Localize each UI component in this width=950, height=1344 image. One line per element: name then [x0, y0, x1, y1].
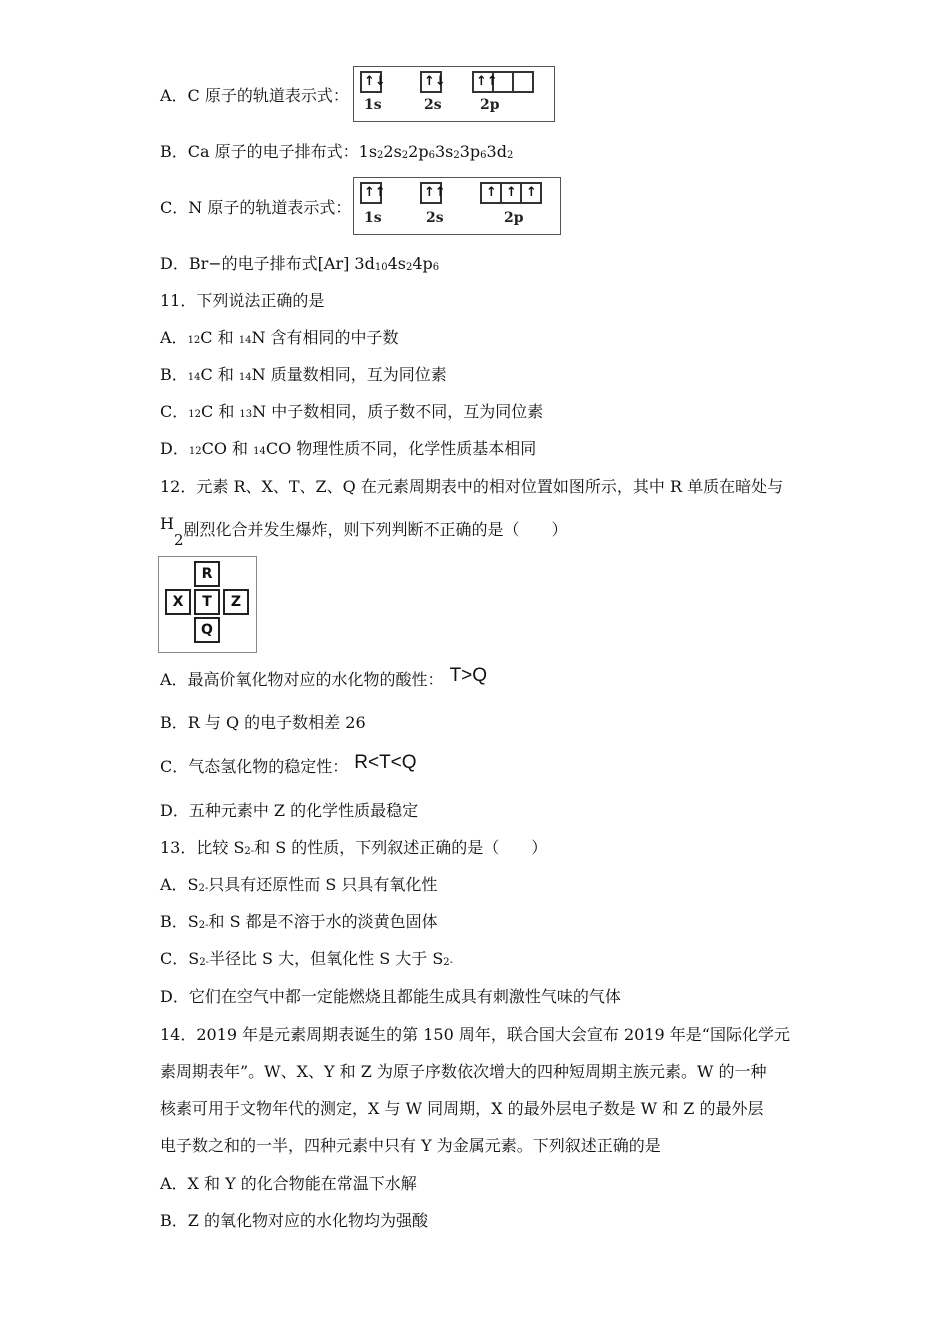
option-letter: A． [160, 328, 188, 347]
mass-number: 12 [188, 446, 202, 457]
mass-number: 12 [188, 409, 201, 420]
question-14-line3: 核素可用于文物年代的测定，X 与 W 同周期，X 的最外层电子数是 W 和 Z 的最外层 [160, 1099, 764, 1118]
superscript: 6 [428, 150, 435, 161]
mass-number: 14 [253, 446, 266, 457]
orbital-label: 2p [504, 210, 524, 226]
option-text: A．C 原子的轨道表示式： [160, 86, 349, 105]
up-down-arrow-icon: ↑↓ [364, 74, 386, 89]
config-term: 3p [459, 142, 481, 161]
orbital-diagram-c [353, 66, 555, 122]
superscript: 2 [506, 150, 514, 161]
config-term: 1s [358, 142, 378, 161]
option-10a [160, 86, 349, 106]
mass-number: 14 [187, 372, 201, 383]
option-text: CO 和 [201, 439, 254, 458]
option-text: CO 物理性质不同，化学性质基本相同 [265, 439, 537, 458]
config-term: 3d [486, 142, 507, 161]
up-up-arrow-icon: ↑↑ [476, 74, 498, 89]
mass-number: 14 [238, 372, 252, 383]
option-text: C．气态氢化物的稳定性： [160, 757, 349, 776]
option-10b [160, 142, 513, 165]
orbital-label: 2s [424, 97, 442, 113]
config-term: 4s [387, 254, 406, 273]
option-text: 和 S 都是不溶于水的淡黄色固体 [208, 912, 438, 931]
option-11c [160, 402, 543, 425]
option-13d: D．它们在空气中都一定能燃烧且都能生成具有刺激性气味的气体 [160, 987, 621, 1006]
option-12b: B．R 与 Q 的电子数相差 26 [160, 713, 366, 732]
config-term: 2s [383, 142, 402, 161]
up-down-arrow-icon: ↑↓ [424, 74, 446, 89]
stem-text: 和 S 的性质，下列叙述正确的是（ ） [254, 838, 548, 857]
grid-cell-q: Q [194, 617, 220, 643]
superscript: 2 [405, 262, 413, 273]
option-10d [160, 254, 439, 277]
option-letter: D． [160, 439, 189, 458]
superscript: 2 [453, 150, 460, 161]
up-arrow-icon: ↑ [486, 185, 497, 200]
option-text: N 含有相同的中子数 [251, 328, 399, 347]
orbital-label: 1s [364, 210, 382, 226]
option-12a [160, 665, 488, 690]
stem-text: 13．比较 S [160, 838, 245, 857]
question-14-line2: 素周期表年”。W、X、Y 和 Z 为原子序数依次增大的四种短周期主族元素。W 的一种 [160, 1062, 767, 1081]
grid-cell-t: T [194, 589, 220, 615]
option-12d: D．五种元素中 Z 的化学性质最稳定 [160, 801, 419, 820]
option-text: C 和 [200, 365, 239, 384]
option-text: C 和 [200, 328, 239, 347]
up-arrow-icon: ↑ [526, 185, 537, 200]
up-up-arrow-icon: ↑↑ [424, 185, 446, 200]
stem-text: 剧烈化合并发生爆炸，则下列判断不正确的是（ ） [183, 520, 568, 539]
question-13-stem [160, 838, 547, 861]
subscript: 2 [173, 531, 184, 549]
option-text: 半径比 S 大，但氧化性 S 大于 S [208, 949, 444, 968]
option-letter: C． [160, 402, 189, 421]
option-10c [160, 198, 351, 218]
superscript: 6 [480, 150, 487, 161]
orbital-label: 2p [480, 97, 500, 113]
up-arrow-icon: ↑ [506, 185, 517, 200]
mass-number: 12 [187, 335, 201, 346]
option-text: N 质量数相同，互为同位素 [251, 365, 447, 384]
question-14-line4: 电子数之和的一半，四种元素中只有 Y 为金属元素。下列叙述正确的是 [160, 1136, 661, 1155]
option-text: B．Ca 原子的电子排布式： [160, 142, 359, 161]
option-text: A．S [160, 875, 199, 894]
option-11a [160, 328, 399, 351]
option-13b [160, 912, 438, 935]
orbital-diagram-n [353, 177, 561, 235]
mass-number: 14 [238, 335, 252, 346]
up-up-arrow-icon: ↑↑ [364, 185, 386, 200]
superscript: 10 [374, 262, 388, 273]
option-text: C 和 [200, 402, 240, 421]
question-12-stem-line1: 12．元素 R、X、T、Z、Q 在元素周期表中的相对位置如图所示，其中 R 单质在暗处与 [160, 477, 784, 496]
question-12-stem-line2 [160, 514, 568, 549]
superscript: 2 [377, 150, 384, 161]
periodic-position-grid [158, 556, 257, 653]
superscript: 2- [443, 957, 454, 968]
option-text: C．N 原子的轨道表示式： [160, 198, 352, 217]
superscript: 2 [401, 150, 409, 161]
option-letter: B． [160, 365, 188, 384]
orbital-label: 1s [364, 97, 382, 113]
superscript: 2- [199, 957, 209, 968]
option-13c [160, 949, 453, 972]
orbital-box [512, 71, 534, 93]
option-text: 的电子排布式[Ar] 3d [221, 254, 375, 273]
option-text: 只具有还原性而 S 只具有氧化性 [208, 875, 438, 894]
option-13a [160, 875, 437, 898]
option-text: C．S [160, 949, 200, 968]
formula: T>Q [449, 665, 488, 686]
grid-cell-z: Z [223, 589, 249, 615]
config-term: 2p [408, 142, 429, 161]
superscript: 2- [198, 920, 209, 931]
option-text: A．最高价氧化物对应的水化物的酸性： [160, 670, 444, 689]
option-14a: A．X 和 Y 的化合物能在常温下水解 [160, 1174, 417, 1193]
orbital-label: 2s [426, 210, 444, 226]
question-11-stem: 11．下列说法正确的是 [160, 291, 325, 310]
option-11d [160, 439, 536, 462]
hydrogen-symbol: H [160, 514, 174, 533]
mass-number: 13 [239, 409, 253, 420]
superscript: 6 [432, 262, 440, 273]
option-text: D．Br [160, 254, 209, 273]
option-text: N 中子数相同，质子数不同，互为同位素 [252, 402, 544, 421]
formula: R<T<Q [354, 752, 417, 773]
grid-cell-r: R [194, 561, 220, 587]
option-11b [160, 365, 447, 388]
option-14b: B．Z 的氧化物对应的水化物均为强酸 [160, 1211, 428, 1230]
superscript: 2- [244, 846, 255, 857]
grid-cell-x: X [165, 589, 191, 615]
superscript: − [208, 254, 222, 273]
config-term: 4p [412, 254, 433, 273]
option-12c [160, 752, 417, 777]
option-text: B．S [160, 912, 199, 931]
superscript: 2- [198, 883, 209, 894]
config-term: 3s [434, 142, 454, 161]
question-14-line1: 14．2019 年是元素周期表诞生的第 150 周年，联合国大会宣布 2019 年是“国际化学元 [160, 1025, 790, 1044]
